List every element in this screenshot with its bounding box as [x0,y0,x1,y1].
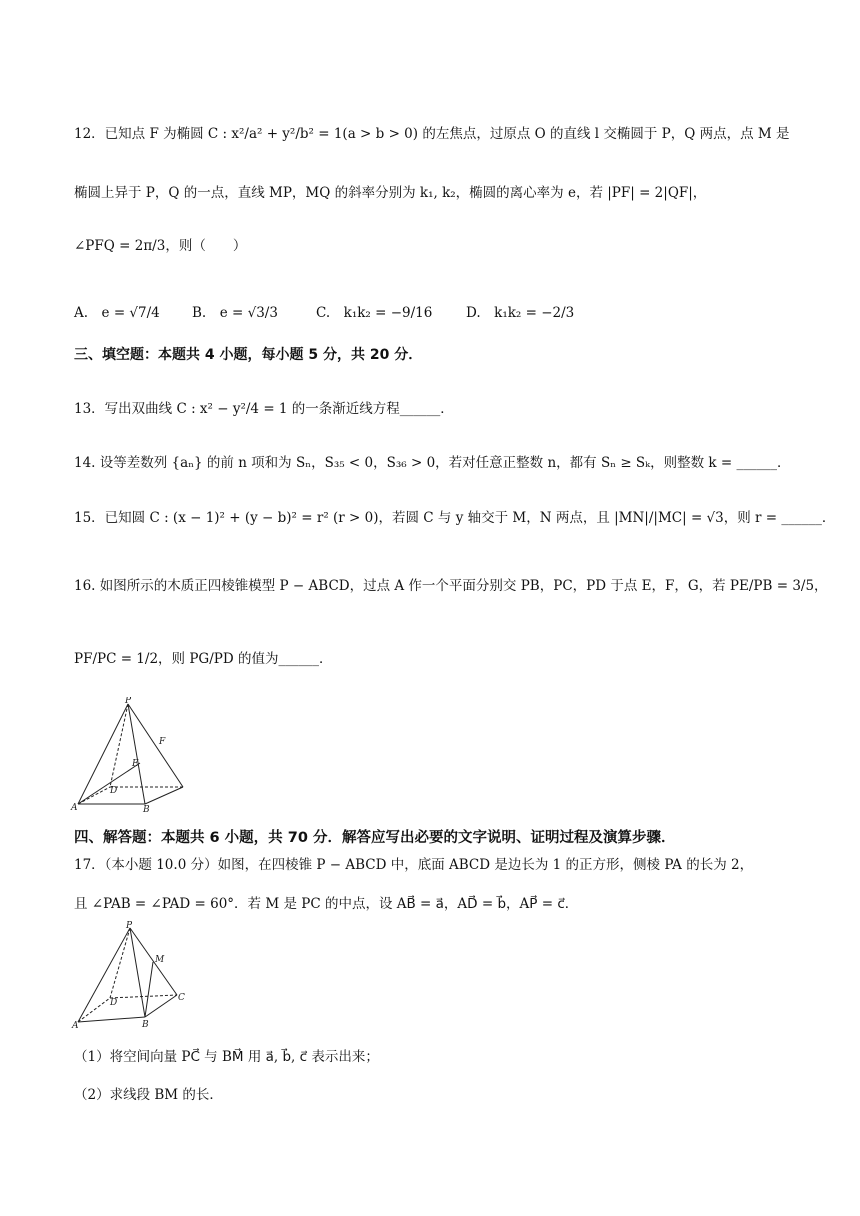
q17-pyramid-figure [70,920,200,1035]
q12-option-a: A. e = √7/4 [74,305,160,321]
label-b: B [143,805,150,812]
edge-bc [145,995,177,1017]
q17-line2: 且 ∠PAB = ∠PAD = 60°．若 M 是 PC 的中点，设 AB⃗ = a⃗，AD⃗ = b⃗，AP⃗ = c⃗． [74,896,579,912]
label-a: A [71,803,78,812]
label-e: E [132,759,139,769]
q16-line1: 16. 如图所示的木质正四棱锥模型 P − ABCD，过点 A 作一个平面分别交 PB，PC，PD 于点 E，F，G，若 PE/PB = 3/5， [74,578,828,594]
label-d: D [110,998,118,1008]
edge-pa [78,928,130,1022]
label-p: P [125,697,132,706]
q12-option-d: D. k₁k₂ = −2/3 [466,305,575,321]
q17-part1: （1）将空间向量 PC⃗ 与 BM⃗ 用 a⃗, b⃗, c⃗ 表示出来； [74,1049,379,1065]
label-a: A [72,1021,79,1031]
label-c: C [178,993,185,1003]
edge-ab [78,1017,145,1022]
q17-line1: 17．（本小题 10.0 分）如图，在四棱锥 P − ABCD 中，底面 ABCD 是边长为 1 的正方形，侧棱 PA 的长为 2， [74,857,754,873]
label-d: D [110,786,118,796]
edge-ae [78,763,140,804]
q16-pyramid-figure [70,697,200,812]
q15-text: 15．已知圆 C : (x − 1)² + (y − b)² = r² (r > 0)，若圆 C 与 y 轴交于 M，N 两点，且 |MN|/|MC| = √3，则 r = ______． [74,510,836,526]
label-p: P [126,921,133,931]
q17-part2: （2）求线段 BM 的长． [74,1087,223,1103]
edge-pa [78,704,128,804]
q12-line2: 椭圆上异于 P，Q 的一点，直线 MP，MQ 的斜率分别为 k₁, k₂，椭圆的离心率为 e，若 |PF| = 2|QF|， [74,185,707,201]
q12-option-c: C. k₁k₂ = −9/16 [316,305,433,321]
section-4-heading: 四、解答题：本题共 6 小题，共 70 分．解答应写出必要的文字说明、证明过程及演算步骤． [74,830,676,846]
label-m: M [155,955,165,965]
label-f: F [159,737,166,747]
q13-text: 13．写出双曲线 C : x² − y²/4 = 1 的一条渐近线方程______． [74,401,454,417]
q12-option-b: B. e = √3/3 [192,305,278,321]
edge-pb [130,928,145,1017]
edge-pd [110,704,128,787]
q14-text: 14. 设等差数列 {aₙ} 的前 n 项和为 Sₙ，S₃₅ < 0，S₃₆ > 0，若对任意正整数 n，都有 Sₙ ≥ Sₖ，则整数 k = ______． [74,455,791,471]
q12-line3: ∠PFQ = 2π/3，则（ ） [74,238,247,254]
edge-pc [130,928,177,995]
edge-pc [128,704,183,787]
label-b: B [142,1020,149,1030]
q12-line1: 12．已知点 F 为椭圆 C : x²/a² + y²/b² = 1(a > b > 0) 的左焦点，过原点 O 的直线 l 交椭圆于 P，Q 两点，点 M 是 [74,126,790,142]
edge-pd [110,928,130,998]
edge-bm [145,962,153,1017]
edge-pb [128,704,145,804]
q16-line2: PF/PC = 1/2，则 PG/PD 的值为______． [74,651,333,667]
edge-ad [78,998,110,1022]
section-3-heading: 三、填空题：本题共 4 小题，每小题 5 分，共 20 分． [74,347,423,363]
edge-bc [145,787,183,804]
edge-dc [110,995,177,998]
